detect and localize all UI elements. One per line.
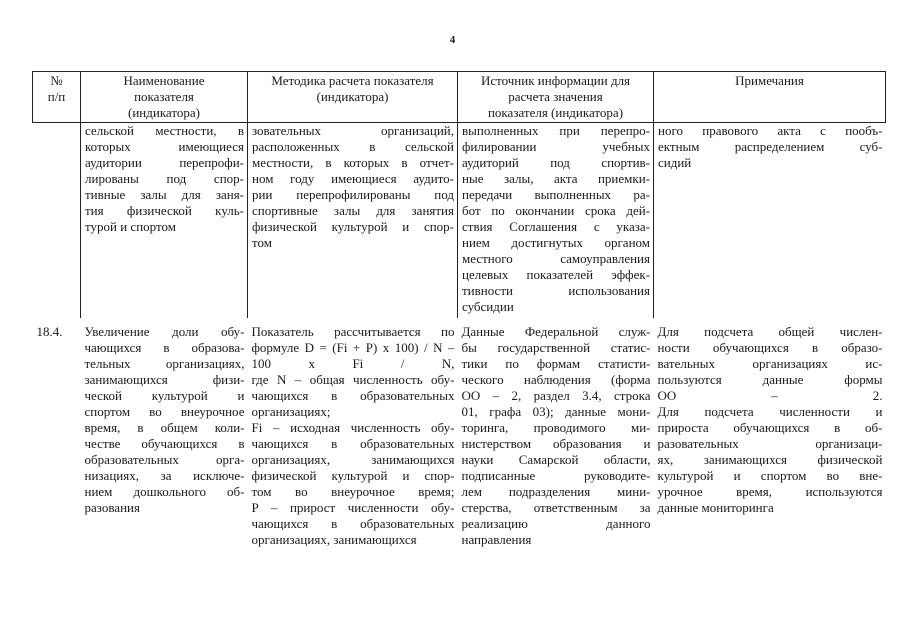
text-line: (индикатора) xyxy=(128,105,200,120)
text-line: организациях; xyxy=(251,404,331,419)
text-line: разовательных организаци- xyxy=(657,436,883,451)
text-line: Данные Федеральной служ- xyxy=(461,324,651,339)
text-line: образовательных орга- xyxy=(84,452,245,467)
calculation-method-cell xyxy=(248,318,458,551)
header-information-source xyxy=(458,72,654,123)
page-number: 4 xyxy=(449,34,456,46)
text-line: тивности использования xyxy=(462,283,650,298)
indicator-name-cell xyxy=(81,318,248,551)
table-row-18-4 xyxy=(33,318,886,551)
text-line: данные мониторинга xyxy=(657,500,774,515)
text-line: расположенных в сельской xyxy=(252,139,454,154)
text-line: низациях, за исключе- xyxy=(84,468,245,483)
information-source-cell xyxy=(458,123,654,319)
header-notes xyxy=(654,72,886,123)
indicator-name-cell xyxy=(81,123,248,319)
table-row-continuation xyxy=(33,123,886,319)
text-line: честве обучающихся в xyxy=(84,436,245,451)
indicator-table xyxy=(32,71,886,551)
text-line: реализацию данного xyxy=(461,516,651,531)
text-line: бот по окончании срока дей- xyxy=(462,203,650,218)
text-line: показателя xyxy=(134,89,194,104)
text-line: ного правового акта с пообъ- xyxy=(658,123,883,138)
text-line: рии перепрофилированы под xyxy=(252,187,454,202)
text-line: ОО – 2. xyxy=(657,388,883,403)
text-line: Показатель рассчитывается по xyxy=(251,324,455,339)
text-line: Для подсчета численности и xyxy=(657,404,883,419)
text-line: чающихся в образовательных xyxy=(251,516,455,531)
text-line: ствия Соглашения с указа- xyxy=(462,219,650,234)
text-line: организациях, занимающихся xyxy=(251,452,455,467)
text-line: торинга, проводимого ми- xyxy=(461,420,651,435)
text-line: физической культурой и спор- xyxy=(252,219,454,234)
text-line: Примечания xyxy=(735,73,804,88)
text-line: P – прирост численности обу- xyxy=(251,500,455,515)
text-line: выполненных при перепро- xyxy=(462,123,650,138)
text-line: подписанные руководите- xyxy=(461,468,651,483)
text-line: тивные залы для заня- xyxy=(85,187,244,202)
text-line: нистерством образования и xyxy=(461,436,651,451)
text-line: ектным распределением суб- xyxy=(658,139,883,154)
text-line: ОО – 2, раздел 3.4, строка xyxy=(461,388,651,403)
text-line: том xyxy=(252,235,272,250)
text-line: 01, графа 03); данные мони- xyxy=(461,404,651,419)
text-line: чающихся в образова- xyxy=(84,340,245,355)
row-number-cell: 18.4. xyxy=(36,324,63,339)
text-line: п/п xyxy=(47,89,66,104)
text-line: чающихся в образовательных xyxy=(251,436,455,451)
text-line: науки Самарской области, xyxy=(461,452,651,467)
text-line: № xyxy=(50,73,63,88)
text-line: которых имеющиеся xyxy=(85,139,244,154)
text-line: время, в общем коли- xyxy=(84,420,245,435)
text-line: занимающихся физи- xyxy=(84,372,245,387)
text-line: направления xyxy=(461,532,532,547)
text-line: сидий xyxy=(658,155,692,170)
header-indicator-name xyxy=(81,72,248,123)
text-line: нием достигнутых органом xyxy=(462,235,650,250)
text-line: ности обучающихся в образо- xyxy=(657,340,883,355)
text-line: турой и спортом xyxy=(85,219,176,234)
text-line: (индикатора) xyxy=(316,89,389,104)
text-line: тельных организациях, xyxy=(84,356,245,371)
text-line: ях, занимающихся физической xyxy=(657,452,883,467)
calculation-method-cell xyxy=(248,123,458,319)
text-line: тия физической куль- xyxy=(85,203,244,218)
text-line: аудиторий под спортив- xyxy=(462,155,650,170)
text-line: спортивные залы для занятия xyxy=(252,203,454,218)
header-calculation-method xyxy=(248,72,458,123)
text-line: бы государственной статис- xyxy=(461,340,651,355)
text-line: чающихся в образовательных xyxy=(251,388,455,403)
text-line: филировании учебных xyxy=(462,139,650,154)
text-line: Источник информации для xyxy=(480,73,631,88)
text-line: ном году имеющиеся аудито- xyxy=(252,171,454,186)
header-number xyxy=(33,72,81,123)
text-line: культурой и спортом во вне- xyxy=(657,468,883,483)
text-line: расчета значения xyxy=(508,89,603,104)
text-line: пользуются данные формы xyxy=(657,372,883,387)
text-line: целевых показателей эффек- xyxy=(462,267,650,282)
text-line: ческого наблюдения (форма xyxy=(461,372,651,387)
text-line: субсидии xyxy=(462,299,514,314)
text-line: нием дошкольного об- xyxy=(84,484,245,499)
text-line: том во внеурочное время; xyxy=(251,484,455,499)
text-line: формуле D = (Fi + P) x 100) / N – xyxy=(251,340,455,355)
text-line: показателя (индикатора) xyxy=(487,105,624,120)
text-line: организациях, занимающихся xyxy=(251,532,417,547)
text-line: 100 x Fi / N, xyxy=(251,356,455,371)
notes-cell xyxy=(654,318,886,551)
text-line: местности, в которых в отчет- xyxy=(252,155,454,170)
text-line: Методика расчета показателя xyxy=(271,73,434,88)
notes-cell xyxy=(654,123,886,319)
text-line: сельской местности, в xyxy=(85,123,244,138)
text-line: Fi – исходная численность обу- xyxy=(251,420,455,435)
text-line: местного самоуправления xyxy=(462,251,650,266)
text-line: лированы под спор- xyxy=(85,171,244,186)
text-line: урочное время, используются xyxy=(657,484,883,499)
text-line: стерства, ответственным за xyxy=(461,500,651,515)
table-header-row xyxy=(33,72,886,123)
text-line: где N – общая численность обу- xyxy=(251,372,455,387)
text-line: зовательных организаций, xyxy=(252,123,454,138)
text-line: ные залы, акта приемки- xyxy=(462,171,650,186)
text-line: ческой культурой и xyxy=(84,388,245,403)
text-line: тики по формам статисти- xyxy=(461,356,651,371)
row-number-cell xyxy=(33,123,81,319)
text-line: Наименование xyxy=(123,73,205,88)
text-line: спортом во внеурочное xyxy=(84,404,245,419)
text-line: разования xyxy=(84,500,140,515)
text-line: Увеличение доли обу- xyxy=(84,324,245,339)
text-line: вательных организациях ис- xyxy=(657,356,883,371)
text-line: физической культурой и спор- xyxy=(251,468,455,483)
text-line: лем подразделения мини- xyxy=(461,484,651,499)
information-source-cell xyxy=(458,318,654,551)
text-line: Для подсчета общей числен- xyxy=(657,324,883,339)
text-line: передачи выполненных ра- xyxy=(462,187,650,202)
text-line: аудитории перепрофи- xyxy=(85,155,244,170)
text-line: прироста обучающихся в об- xyxy=(657,420,883,435)
